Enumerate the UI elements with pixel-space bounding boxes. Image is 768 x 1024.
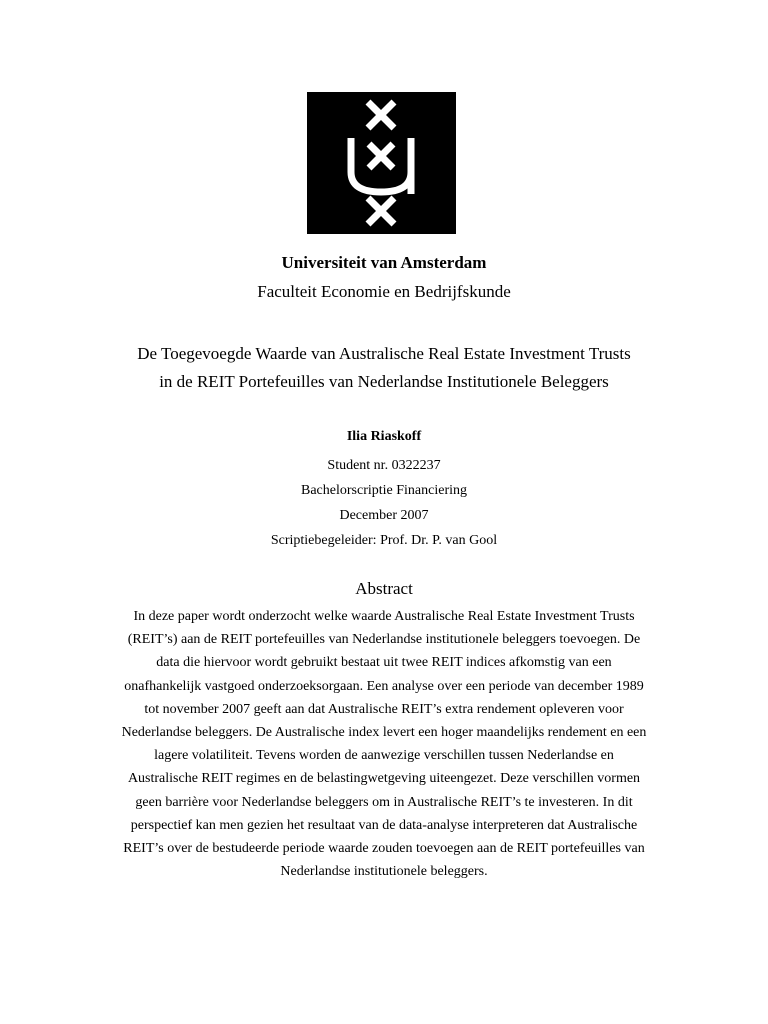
faculty-name: Faculteit Economie en Bedrijfskunde bbox=[257, 282, 511, 301]
author-name: Ilia Riaskoff bbox=[346, 429, 422, 444]
university-logo bbox=[307, 92, 456, 234]
abstract-line: Nederlandse institutionele beleggers. bbox=[280, 864, 488, 880]
abstract-heading: Abstract bbox=[355, 579, 413, 598]
abstract-line: perspectief kan men gezien het resultaat van de data-analyse interpreteren dat Australische bbox=[130, 817, 638, 833]
thesis-title-line: De Toegevoegde Waarde van Australische Real Estate Investment Trusts bbox=[137, 344, 631, 363]
thesis-title-line: in de REIT Portefeuilles van Nederlandse Institutionele Beleggers bbox=[159, 372, 609, 391]
abstract-line: data die hiervoor wordt gebruikt bestaat uit twee REIT indices afkomstig van een bbox=[156, 655, 612, 671]
abstract-line: onafhankelijk vastgoed onderzoeksorgaan. Een analyse over een periode van december 1989 bbox=[124, 678, 644, 694]
thesis-title bbox=[0, 340, 768, 396]
uva-xxx-emblem-icon bbox=[307, 92, 456, 234]
thesis-supervisor: Scriptiebegeleider: Prof. Dr. P. van Gool bbox=[270, 533, 498, 548]
student-number: Student nr. 0322237 bbox=[327, 458, 441, 473]
abstract-line: Nederlandse beleggers. De Australische index levert een hoger maandelijks rendement en een bbox=[121, 725, 647, 741]
university-name: Universiteit van Amsterdam bbox=[281, 253, 487, 272]
abstract-line: Australische REIT regimes en de belastingwetgeving uiteengezet. Deze verschillen vormen bbox=[127, 771, 641, 787]
abstract-line: In deze paper wordt onderzocht welke waarde Australische Real Estate Investment Trusts bbox=[133, 609, 635, 624]
thesis-details bbox=[0, 453, 768, 553]
abstract-line: geen barrière voor Nederlandse beleggers om in Australische REIT’s te investeren. In dit bbox=[135, 794, 633, 810]
thesis-type: Bachelorscriptie Financiering bbox=[301, 483, 467, 498]
abstract-line: (REIT’s) aan de REIT portefeuilles van Nederlandse institutionele beleggers toevoegen. De bbox=[127, 632, 641, 648]
abstract-line: lagere volatiliteit. Tevens worden de aanwezige verschillen tussen Nederlandse en bbox=[154, 748, 614, 764]
thesis-date: December 2007 bbox=[339, 508, 429, 523]
abstract-line: REIT’s over de bestudeerde periode waarde zouden toevoegen aan de REIT portefeuilles van bbox=[123, 841, 645, 857]
abstract-body bbox=[100, 605, 668, 883]
abstract-line: tot november 2007 geeft aan dat Australische REIT’s extra rendement opleveren voor bbox=[144, 701, 624, 717]
